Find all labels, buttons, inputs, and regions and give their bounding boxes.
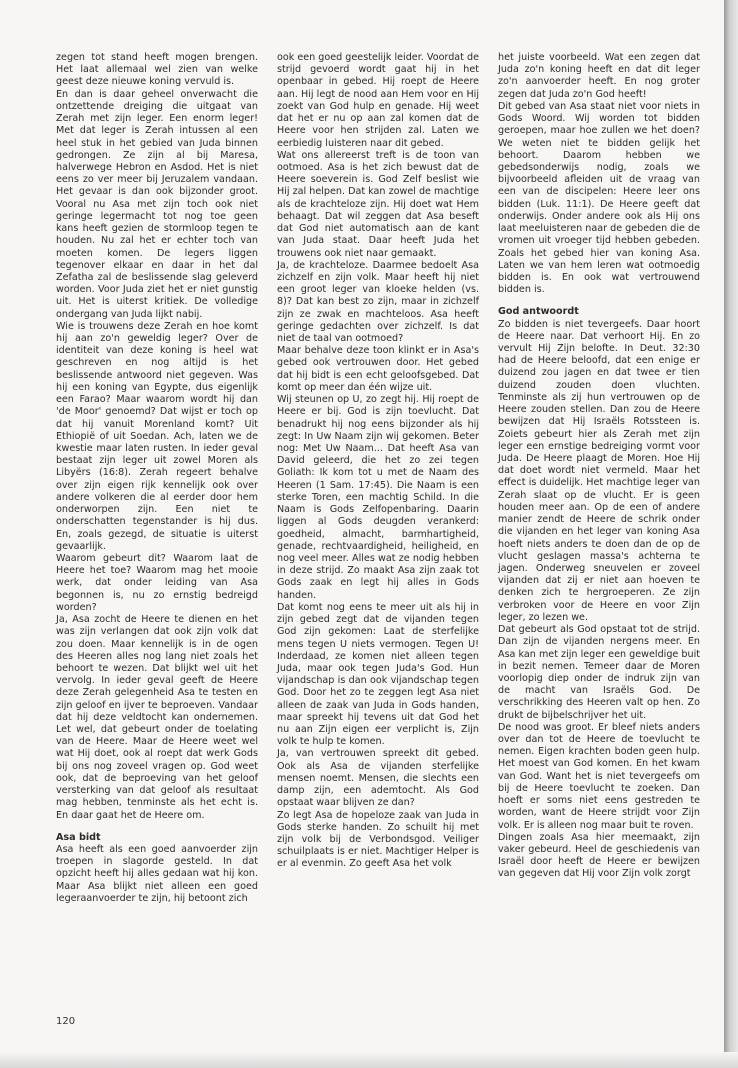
paragraph: zegen tot stand heeft mogen brengen. Het laat allemaal wel zien van welke geest deze nieuwe koning vervuld is. [56, 52, 258, 88]
scan-bottom-shadow [0, 1052, 738, 1068]
paragraph: Maar behalve deze toon klinkt er in Asa's gebed ook vertrouwen door. Het gebed dat hij bidt is een echt geloofsgebed. Dat komt op meer dan één wijze uit. [277, 345, 479, 393]
paragraph: Ja, van vertrouwen spreekt dit gebed. Ook als Asa de vijanden sterfelijke mensen noemt. Mensen, die slechts een damp zijn, een ademtocht. Als God opstaat waar blijven ze dan? [277, 748, 479, 809]
page-number: 120 [56, 1016, 76, 1027]
paragraph: Zo bidden is niet tevergeefs. Daar hoort de Heere naar. Dat verhoort Hij. En zo vervult Hij Zijn belofte. In Deut. 32:30 had de Heere beloofd, dat een enige er duizend zou jagen en dat twee er tien duizend zouden doen vluchten. Tenminste als zij hun vertrouwen op de Heere zouden stellen. Dan zou de Heere bewijzen dat Hij Israëls Rotssteen is. Zoiets gebeurt hier als Zerah met zijn leger een ernstige bedreiging vormt voor Juda. De Heere plaagt de Moren. Hoe Hij dat doet wordt niet vermeld. Maar het effect is duidelijk. Het machtige leger van Zerah slaat op de vlucht. Er is geen houden meer aan. Op de een of andere manier zendt de Heere de schrik onder die vijanden en het leger van koning Asa hoeft niets anders te doen dan de op de vlucht geslagen massa's achterna te jagen. Onderweg sneuvelen er zoveel vijanden dat zij er niet aan hoeven te denken zich te hergroeperen. Ze zijn verbroken voor de Heere en voor Zijn leger, zo lezen we. [498, 318, 700, 623]
paragraph: Wat ons allereerst treft is de toon van ootmoed. Asa is het zich bewust dat de Heere soeverein is. God Zelf beslist wie Hij zal helpen. Dat kan zowel de machtige als de krachteloze zijn. Hij doet wat Hem behaagt. Dat wil zeggen dat Asa beseft dat God niet automatisch aan de kant van Juda staat. Daar heeft Juda het trouwens ook niet naar gemaakt. [277, 149, 479, 259]
scan-edge-shadow [724, 0, 738, 1068]
paragraph: Dat komt nog eens te meer uit als hij in zijn gebed zegt dat de vijanden tegen God zijn gekomen: Laat de sterfelijke mens tegen U niets vermogen. Tegen U! Inderdaad, ze komen niet alleen tegen Juda, maar ook tegen Juda's God. Hun vijandschap is dan ook vijandschap tegen God. Door het zo te zeggen legt Asa niet alleen de zaak van Juda in Gods handen, maar spreekt hij tevens uit dat God het nu aan Zijn eigen eer verplicht is, Zijn volk te hulp te komen. [277, 601, 479, 748]
text-column-3 [498, 52, 700, 881]
section-heading: Asa bidt [56, 831, 101, 843]
paragraph: het juiste voorbeeld. Wat een zegen dat Juda zo'n koning heeft en dat dit leger zo'n aanvoerder heeft. En nog groter zegen dat Juda zo'n God heeft! [498, 52, 700, 100]
paragraph: Wie is trouwens deze Zerah en hoe komt hij aan zo'n geweldig leger? Over de identiteit van deze koning is heel wat geschreven en nog altijd is het beslissende antwoord niet gegeven. Was hij een koning van Egypte, dus eigenlijk een Farao? Maar waarom wordt hij dan 'de Moor' genoemd? Dat wijst er toch op dat hij vanuit Morenland komt? Uit Ethiopië of uit Soedan. Ach, laten we de kwestie maar laten rusten. In ieder geval bestaat zijn leger uit zowel Moren als Libyërs (16:8). Zerah regeert behalve over zijn eigen rijk kennelijk ook over andere volkeren die al eerder door hem onderworpen zijn. Een niet te onderschatten tegenstander is hij dus. En, zoals gezegd, de situatie is uiterst gevaarlijk. [56, 320, 258, 552]
paragraph: De nood was groot. Er bleef niets anders over dan tot de Heere de toevlucht te nemen. Eigen krachten boden geen hulp. Het moest van God komen. En het kwam van God. Want het is niet tevergeefs om bij de Heere toevlucht te zoeken. Dan hoeft er soms niet eens gestreden te worden, want de Heere strijdt voor Zijn volk. Er is alleen nog maar buit te roven. [498, 721, 700, 831]
paragraph: Asa heeft als een goed aanvoerder zijn troepen in slagorde gesteld. In dat opzicht heeft hij alles gedaan wat hij kon. Maar Asa blijkt niet alleen een goed legeraanvoerder te zijn, hij betoont zich [56, 844, 258, 904]
paragraph: Dingen zoals Asa hier meemaakt, zijn vaker gebeurd. Heel de geschiedenis van Israël door heeft de Heere er bewijzen van gegeven dat Hij voor Zijn volk zorgt [498, 831, 700, 880]
paragraph: Dit gebed van Asa staat niet voor niets in Gods Woord. Wij worden tot bidden geroepen, maar hoe zullen we het doen? We weten niet te bidden gelijk het behoort. Daarom hebben we gebedsonderwijs nodig, zoals we bijvoorbeeld afleiden uit de vraag van een van de discipelen: Heere leer ons bidden (Luk. 11:1). De Heere geeft dat onderwijs. Onder andere ook als Hij ons laat meeluisteren naar de gebeden die de vromen uit vroeger tijd hebben gebeden. Zoals het gebed hier van koning Asa. Laten we van hem leren wat ootmoedig bidden is. En ook wat vertrouwend bidden is. [498, 100, 700, 296]
paragraph: Ja, Asa zocht de Heere te dienen en het was zijn verlangen dat ook zijn volk dat zou doen. Maar kennelijk is in de ogen des Heeren alles nog lang niet zoals het behoort te wezen. Dat blijkt wel uit het vervolg. In ieder geval geeft de Heere deze Zerah gelegenheid Asa te testen en zijn geloof en ijver te beproeven. Vandaar dat hij deze veldtocht kan ondernemen. Let wel, dat gebeurt onder de toelating van de Heere. Maar de Heere weet wel wat Hij doet, ook al roept dat werk Gods bij ons nog zoveel vragen op. God weet ook, dat de beproeving van het geloof versterking van dat geloof als resultaat mag hebben, tenminste als het echt is. En daar gaat het de Heere om. [56, 614, 258, 821]
text-column-2 [277, 52, 479, 871]
paragraph: Zo legt Asa de hopeloze zaak van Juda in Gods sterke handen. Zo schuilt hij met zijn volk bij de Verbondsgod. Veiliger schuilplaats is er niet. Machtiger Helper is er al evenmin. Zo geeft Asa het volk [277, 809, 479, 870]
paragraph: ook een goed geestelijk leider. Voordat de strijd gevoerd wordt gaat hij in het openbaar in gebed. Hij roept de Heere aan. Hij legt de nood aan Hem voor en Hij zoekt van God hulp en genade. Hij weet dat het er nu op aan zal komen dat de Heere voor hen strijden zal. Laten we eerbiedig luisteren naar dit gebed. [277, 52, 479, 149]
text-column-1 [56, 52, 258, 905]
paragraph: Waarom gebeurt dit? Waarom laat de Heere het toe? Waarom mag het mooie werk, dat onder leiding van Asa begonnen is, nu zo ernstig bedreigd worden? [56, 552, 258, 613]
paragraph: Wij steunen op U, zo zegt hij. Hij roept de Heere er bij. God is zijn toevlucht. Dat benadrukt hij nog eens bijzonder als hij zegt: In Uw Naam zijn wij gekomen. Beter nog: Met Uw Naam... Dat heeft Asa van David geleerd, die het zo zei tegen Goliath: Ik kom tot u met de Naam des Heeren (1 Sam. 17:45). Die Naam is een sterke Toren, een machtig Schild. In die Naam is Gods Zelfopenbaring. Daarin liggen al Gods deugden verankerd: goedheid, almacht, barmhartigheid, genade, rechtvaardigheid, heiligheid, en nog veel meer. Alles wat ze nodig hebben in deze strijd. Zo maakt Asa zijn zaak tot Gods zaak en legt hij alles in Gods handen. [277, 394, 479, 601]
paragraph: En dan is daar geheel onverwacht die ontzettende dreiging die uitgaat van Zerah met zijn leger. Een enorm leger! Met dat leger is Zerah intussen al een heel stuk in het gebied van Juda binnen gedrongen. Ze zijn al bij Maresa, halverwege Hebron en Asdod. Het is niet eens zo ver meer bij Jeruzalem vandaan. Het gevaar is dan ook bijzonder groot. Vooral nu Asa met zijn toch ook niet geringe legermacht tot nog toe geen kans heeft gezien de stormloop tegen te houden. Nu zal het er echter toch van moeten komen. De legers liggen tegenover elkaar en daar in het dal Zefatha zal de beslissende slag geleverd worden. Voor Juda ziet het er niet gunstig uit. Het is uiterst kritiek. De volledige ondergang van Juda lijkt nabij. [56, 88, 258, 320]
paragraph: Ja, de krachteloze. Daarmee bedoelt Asa zichzelf en zijn volk. Maar heeft hij niet een groot leger van kloeke helden (vs. 8)? Dat kan best zo zijn, maar in zichzelf zijn ze zwak en machteloos. Asa heeft geringe gedachten over zichzelf. Is dat niet de taal van ootmoed? [277, 259, 479, 345]
paragraph: Dat gebeurt als God opstaat tot de strijd. Dan zijn de vijanden nergens meer. En Asa kan met zijn leger een geweldige buit in bezit nemen. Temeer daar de Moren voorlopig diep onder de indruk zijn van de macht van Israëls God. De verschrikking des Heeren valt op hen. Zo drukt de bijbelschrijver het uit. [498, 624, 700, 721]
section-heading: God antwoordt [498, 306, 579, 318]
